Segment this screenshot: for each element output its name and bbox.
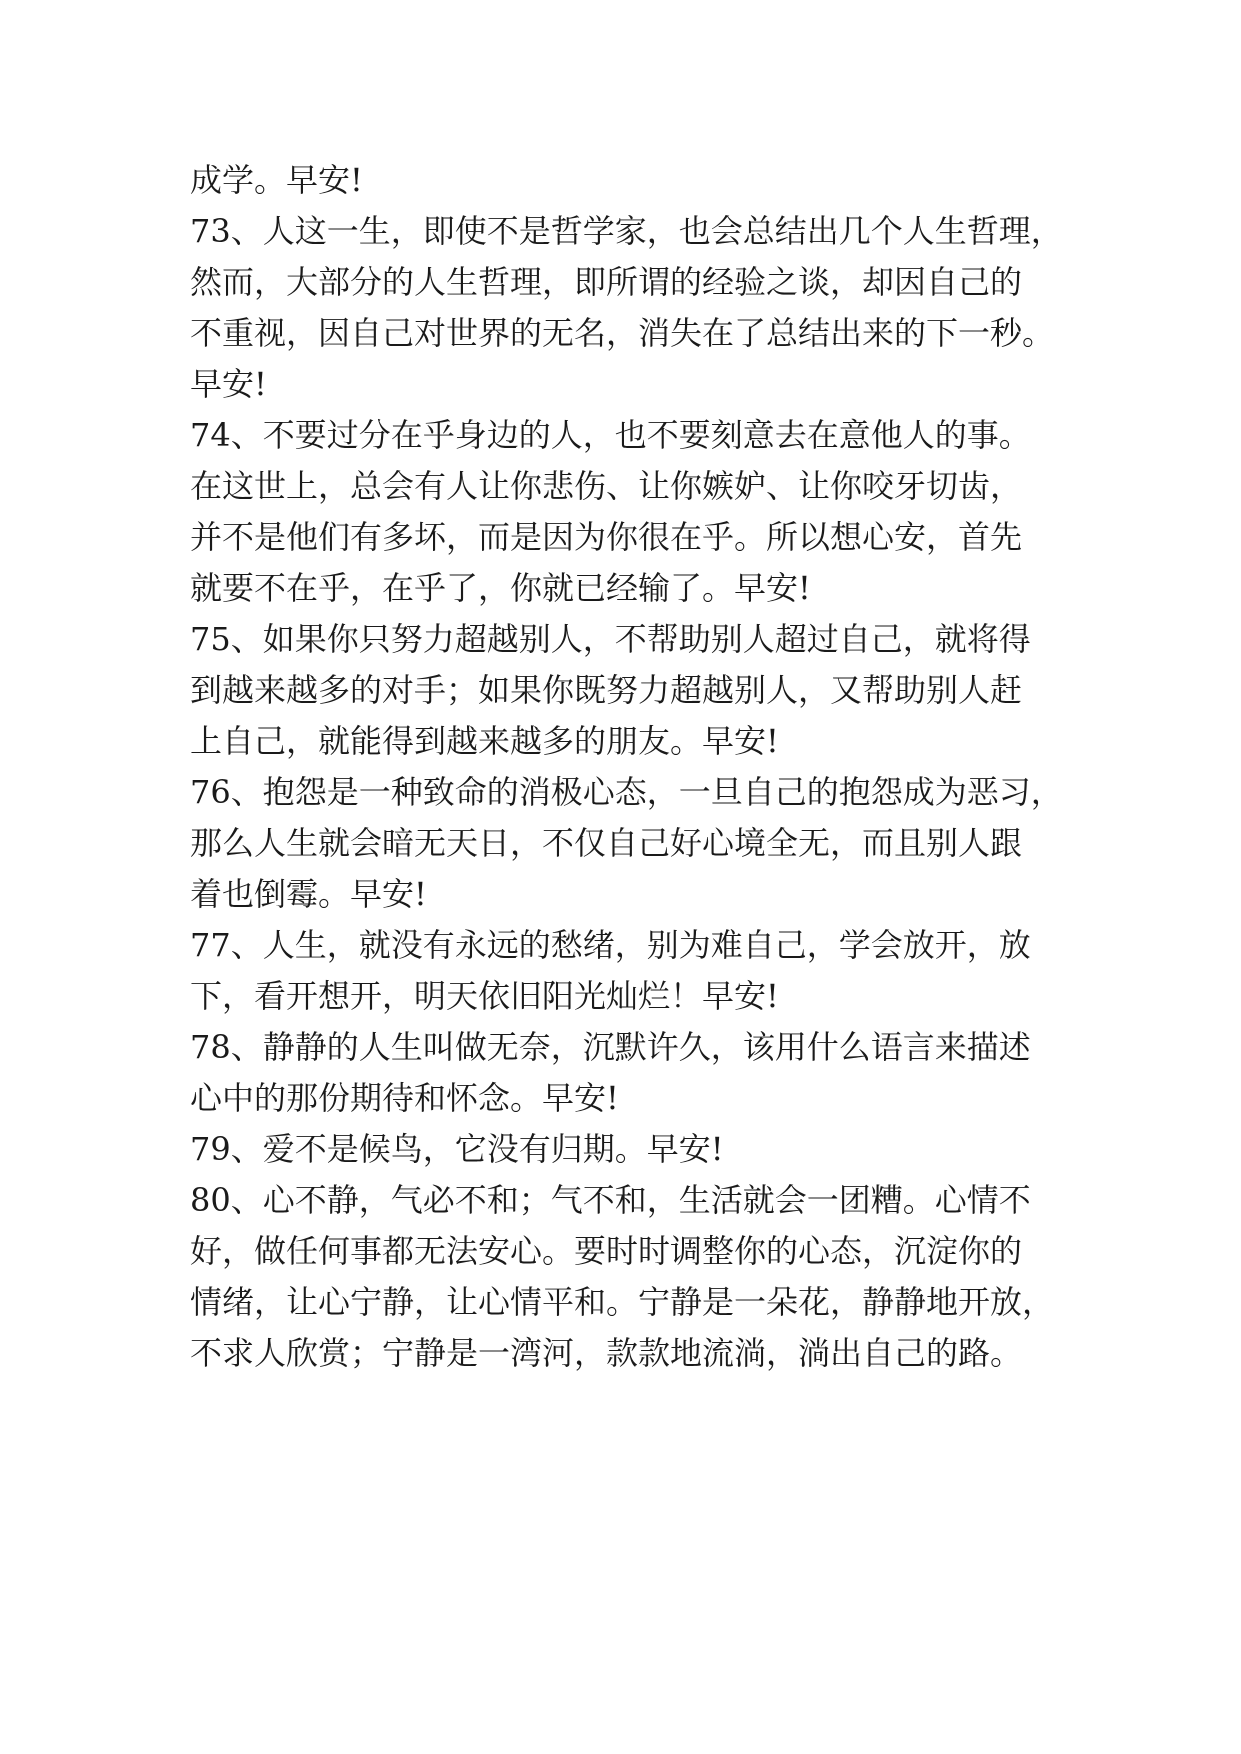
text-line: 情绪，让心宁静，让心情平和。宁静是一朵花，静静地开放， bbox=[190, 1283, 1055, 1321]
text-line: 早安! bbox=[190, 365, 267, 403]
text-line: 74、不要过分在乎身边的人，也不要刻意去在意他人的事。 bbox=[190, 416, 1031, 454]
text-line: 下，看开想开，明天依旧阳光灿烂！早安! bbox=[190, 977, 779, 1015]
text-line: 77、人生，就没有永远的愁绪，别为难自己，学会放开，放 bbox=[190, 926, 1031, 964]
text-line: 并不是他们有多坏，而是因为你很在乎。所以想心安，首先 bbox=[190, 518, 1023, 556]
text-line: 75、如果你只努力超越别人，不帮助别人超过自己，就将得 bbox=[190, 620, 1031, 658]
text-line: 然而，大部分的人生哲理，即所谓的经验之谈，却因自己的 bbox=[190, 263, 1023, 301]
text-line: 79、爱不是候鸟，它没有归期。早安! bbox=[190, 1130, 724, 1168]
text-line: 78、静静的人生叫做无奈，沉默许久，该用什么语言来描述 bbox=[190, 1028, 1031, 1066]
text-line: 76、抱怨是一种致命的消极心态，一旦自己的抱怨成为恶习， bbox=[190, 773, 1063, 811]
text-line: 不重视，因自己对世界的无名，消失在了总结出来的下一秒。 bbox=[190, 314, 1055, 352]
text-line: 那么人生就会暗无天日，不仅自己好心境全无，而且别人跟 bbox=[190, 824, 1023, 862]
text-line: 上自己，就能得到越来越多的朋友。早安! bbox=[190, 722, 779, 760]
text-line: 心中的那份期待和怀念。早安! bbox=[190, 1079, 619, 1117]
text-line: 73、人这一生，即使不是哲学家，也会总结出几个人生哲理， bbox=[190, 212, 1063, 250]
text-line: 就要不在乎，在乎了，你就已经输了。早安! bbox=[190, 569, 811, 607]
text-line: 不求人欣赏；宁静是一湾河，款款地流淌，淌出自己的路。 bbox=[190, 1334, 1023, 1372]
text-line: 成学。早安! bbox=[190, 161, 363, 199]
text-line: 到越来越多的对手；如果你既努力超越别人，又帮助别人赶 bbox=[190, 671, 1023, 709]
text-line: 好，做任何事都无法安心。要时时调整你的心态，沉淀你的 bbox=[190, 1232, 1023, 1270]
text-line: 在这世上，总会有人让你悲伤、让你嫉妒、让你咬牙切齿， bbox=[190, 467, 1023, 505]
text-line: 80、心不静，气必不和；气不和，生活就会一团糟。心情不 bbox=[190, 1181, 1031, 1219]
text-line: 着也倒霉。早安! bbox=[190, 875, 427, 913]
